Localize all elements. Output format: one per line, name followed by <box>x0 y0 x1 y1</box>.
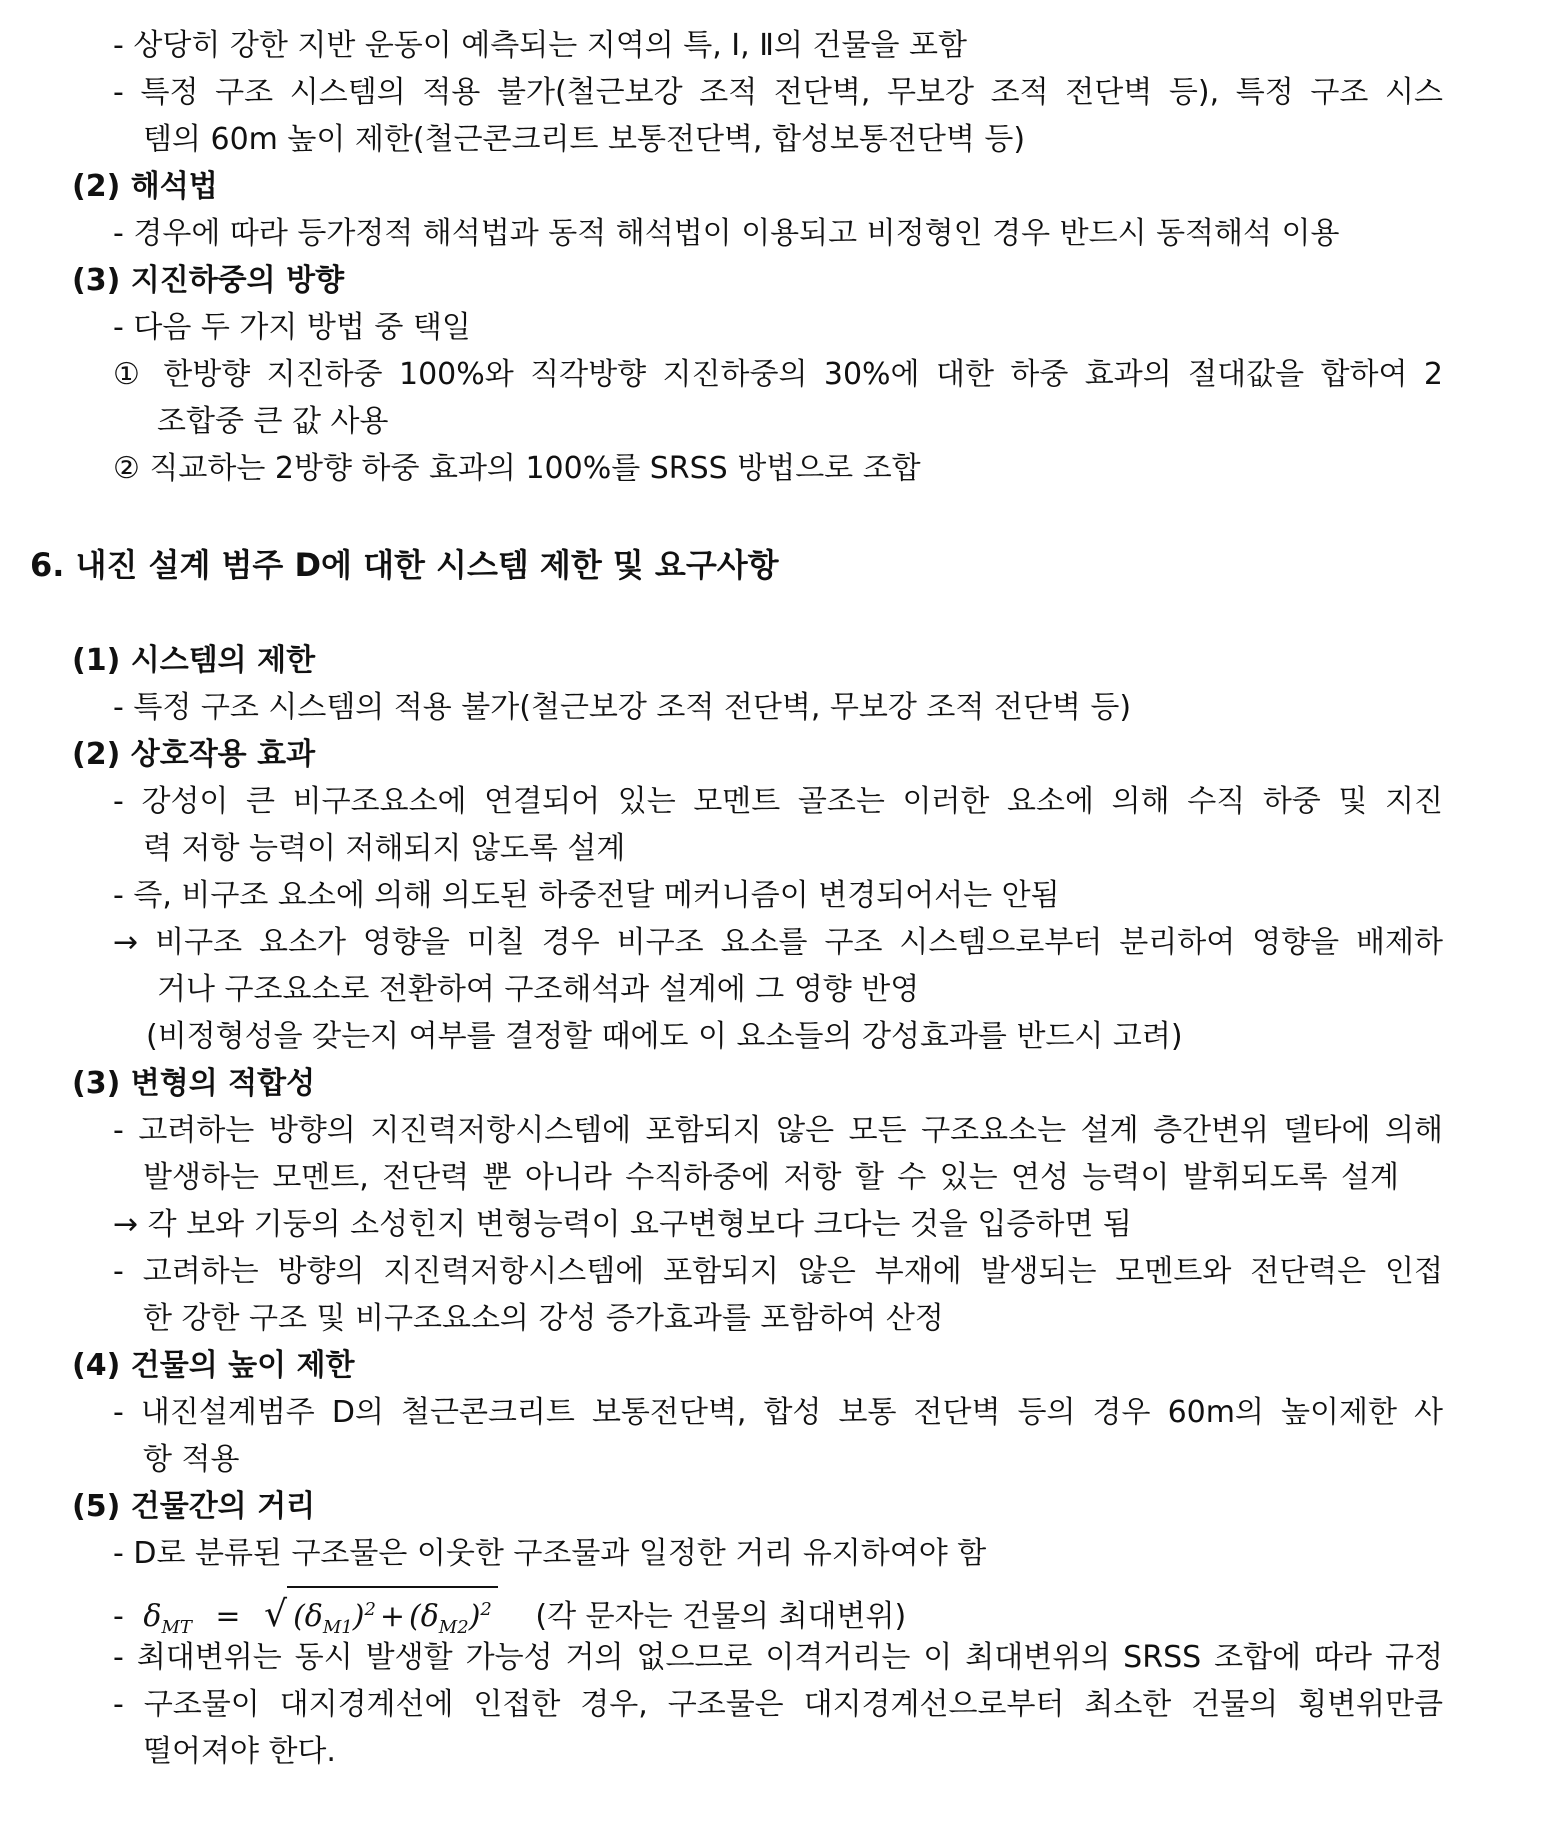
bullet-moment-frame-b: 력 저항 능력이 저해되지 않도록 설계 <box>143 831 626 866</box>
heading-system-limit: (1) 시스템의 제한 <box>72 643 316 678</box>
bullet-system-not-allowed: - 특정 구조 시스템의 적용 불가(철근보강 조적 전단벽, 무보강 조적 전단벽 등) <box>113 690 1132 725</box>
note-irregularity: (비정형성을 갖는지 여부를 결정할 때에도 이 요소들의 강성효과를 반드시 고려) <box>146 1019 1183 1054</box>
bullet-system-limit-1: - 특정 구조 시스템의 적용 불가(철근보강 조적 전단벽, 무보강 조적 전단벽 등), 특정 구조 시스 <box>113 75 1443 110</box>
bullet-moment-shear-b: 한 강한 구조 및 비구조요소의 강성 증가효과를 포함하여 산정 <box>143 1301 944 1336</box>
bullet-moment-shear-a: - 고려하는 방향의 지진력저항시스템에 포함되지 않은 부재에 발생되는 모멘트와 전단력은 인접 <box>113 1254 1443 1289</box>
bullet-system-limit-2: 템의 60m 높이 제한(철근콘크리트 보통전단벽, 합성보통전단벽 등) <box>143 122 1026 157</box>
bullet-moment-frame-a: - 강성이 큰 비구조요소에 연결되어 있는 모멘트 골조는 이러한 요소에 의해 수직 하중 및 지진 <box>113 784 1443 819</box>
formula-delta-mt: $\delta_{MT}$ <box>143 1599 192 1638</box>
heading-analysis-method: (2) 해석법 <box>72 169 218 204</box>
arrow-nonstructural-a: → 비구조 요소가 영향을 미칠 경우 비구조 요소를 구조 시스템으로부터 분리하여 영향을 배제하 <box>113 925 1443 960</box>
bullet-load-path: - 즉, 비구조 요소에 의해 의도된 하중전달 메커니즘이 변경되어서는 안됨 <box>113 878 1060 913</box>
formula-equals: = <box>215 1599 241 1634</box>
formula-line <box>113 1586 907 1638</box>
heading-height-limit: (4) 건물의 높이 제한 <box>72 1348 355 1383</box>
item-method-1b: 조합중 큰 값 사용 <box>157 404 389 439</box>
item-method-1a: ① 한방향 지진하중 100%와 직각방향 지진하중의 30%에 대한 하중 효과의 절대값을 합하여 2 <box>113 357 1443 392</box>
bullet-ground-motion: - 상당히 강한 지반 운동이 예측되는 지역의 특, Ⅰ, Ⅱ의 건물을 포함 <box>113 28 967 63</box>
bullet-drift-b: 발생하는 모멘트, 전단력 뿐 아니라 수직하중에 저항 할 수 있는 연성 능력이 발휘되도록 설계 <box>143 1160 1399 1195</box>
bullet-analysis-method: - 경우에 따라 등가정적 해석법과 동적 해석법이 이용되고 비정형인 경우 반드시 동적해석 이용 <box>113 216 1340 251</box>
heading-interaction: (2) 상호작용 효과 <box>72 737 316 772</box>
formula-note: (각 문자는 건물의 최대변위) <box>535 1599 907 1634</box>
bullet-property-line-a: - 구조물이 대지경계선에 인접한 경우, 구조물은 대지경계선으로부터 최소한 건물의 횡변위만큼 <box>113 1687 1443 1722</box>
bullet-drift-a: - 고려하는 방향의 지진력저항시스템에 포함되지 않은 모든 구조요소는 설계 층간변위 델타에 의해 <box>113 1113 1443 1148</box>
bullet-height-limit-a: - 내진설계범주 D의 철근콘크리트 보통전단벽, 합성 보통 전단벽 등의 경우 60m의 높이제한 사 <box>113 1395 1443 1430</box>
bullet-choose-one: - 다음 두 가지 방법 중 택일 <box>113 310 471 345</box>
heading-seismic-direction: (3) 지진하중의 방향 <box>72 263 345 298</box>
bullet-height-limit-b: 항 적용 <box>143 1442 240 1477</box>
formula-dash: - <box>113 1599 124 1634</box>
bullet-keep-distance: - D로 분류된 구조물은 이웃한 구조물과 일정한 거리 유지하여야 함 <box>113 1536 987 1571</box>
arrow-plastic-hinge: → 각 보와 기둥의 소성힌지 변형능력이 요구변형보다 크다는 것을 입증하면 됨 <box>113 1207 1132 1242</box>
bullet-property-line-b: 떨어져야 한다. <box>143 1734 336 1769</box>
arrow-nonstructural-b: 거나 구조요소로 전환하여 구조해석과 설계에 그 영향 반영 <box>157 972 920 1007</box>
heading-deformation-compatibility: (3) 변형의 적합성 <box>72 1066 316 1101</box>
section-6-title: 6. 내진 설계 범주 D에 대한 시스템 제한 및 요구사항 <box>30 546 779 584</box>
formula-sqrt: √ $(\delta_{M1})^2 + (\delta_{M2})^2$ <box>264 1599 498 1634</box>
heading-building-separation: (5) 건물간의 거리 <box>72 1489 316 1524</box>
item-method-2: ② 직교하는 2방향 하중 효과의 100%를 SRSS 방법으로 조합 <box>113 451 921 486</box>
bullet-srss-separation: - 최대변위는 동시 발생할 가능성 거의 없으므로 이격거리는 이 최대변위의 SRSS 조합에 따라 규정 <box>113 1640 1443 1675</box>
